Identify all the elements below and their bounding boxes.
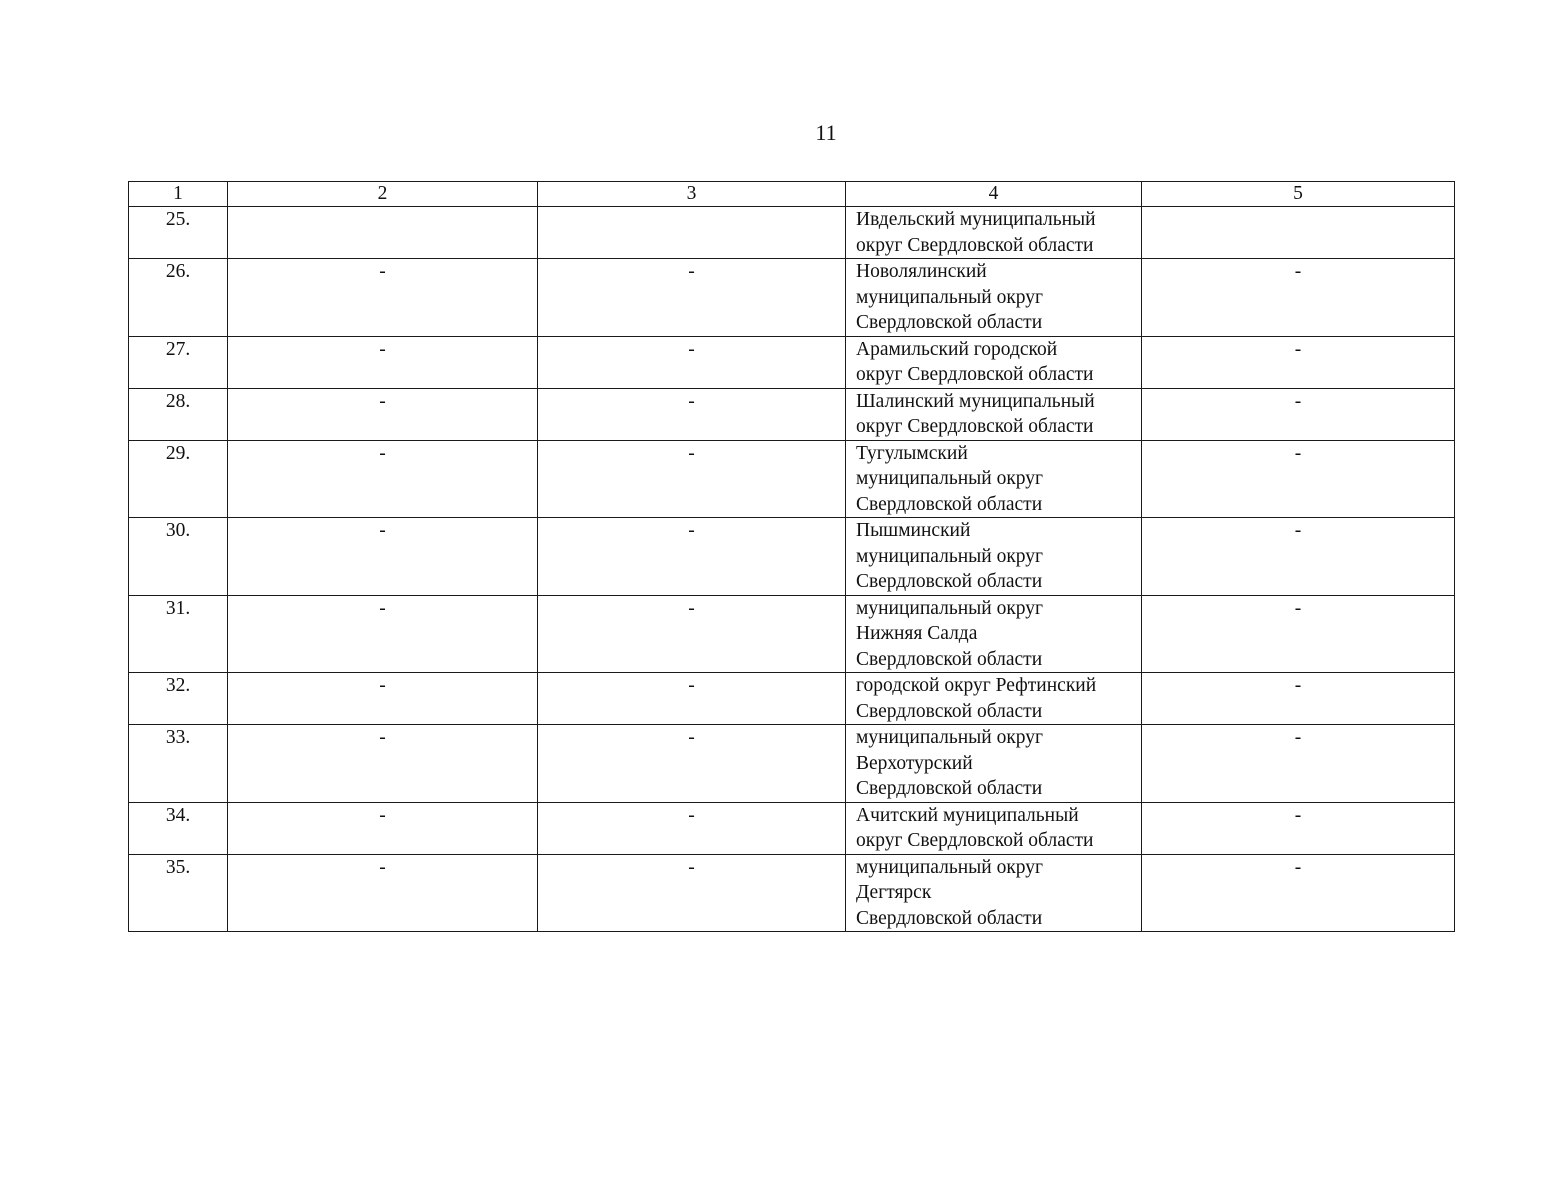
municipality-name-line: Свердловской области xyxy=(856,648,1043,670)
municipality-name-line: округ Свердловской области xyxy=(856,364,1094,385)
column-3-cell: - xyxy=(538,259,846,337)
municipality-name-line: Свердловской области xyxy=(856,312,1043,333)
municipality-name-line: муниципальный округ xyxy=(856,286,1044,308)
column-3-cell: - xyxy=(538,854,846,932)
column-5-cell: - xyxy=(1142,673,1455,725)
table-row xyxy=(129,518,1455,596)
table-row xyxy=(129,595,1455,673)
municipality-name-line: Новолялинский xyxy=(856,261,987,282)
table-row xyxy=(129,388,1455,440)
municipality-name-line: Свердловской области xyxy=(856,907,1043,929)
column-5-cell: - xyxy=(1142,336,1455,388)
municipality-name-line: Свердловской области xyxy=(856,778,1043,799)
column-2-cell: - xyxy=(228,440,538,518)
municipality-name-cell xyxy=(846,518,1142,596)
page-number: 11 xyxy=(815,120,837,145)
municipality-name-line: Свердловской области xyxy=(856,700,1043,722)
column-2-cell: - xyxy=(228,802,538,854)
column-2-cell: - xyxy=(228,259,538,337)
column-header: 3 xyxy=(538,182,846,207)
table-row xyxy=(129,725,1455,803)
column-2-cell: - xyxy=(228,388,538,440)
column-3-cell: - xyxy=(538,673,846,725)
municipality-name-cell xyxy=(846,259,1142,337)
column-5-cell: - xyxy=(1142,854,1455,932)
municipality-name-line: Дегтярск xyxy=(856,882,932,903)
municipality-name-line: Арамильский городской xyxy=(856,338,1058,360)
municipality-name-line: округ Свердловской области xyxy=(856,830,1094,851)
municipality-name-line: городской округ Рефтинский xyxy=(856,675,1097,696)
column-5-cell xyxy=(1142,207,1455,259)
municipality-name-line: Верхотурский xyxy=(856,752,973,774)
column-header: 1 xyxy=(129,182,228,207)
municipality-name-cell xyxy=(846,336,1142,388)
municipality-name-line: муниципальный округ xyxy=(856,545,1044,567)
municipality-name-line: муниципальный округ xyxy=(856,856,1044,878)
municipality-name-cell xyxy=(846,673,1142,725)
table-row xyxy=(129,802,1455,854)
column-2-cell: - xyxy=(228,725,538,803)
row-number-cell: 29. xyxy=(129,440,228,518)
table-row xyxy=(129,440,1455,518)
municipality-name-line: муниципальный округ xyxy=(856,468,1044,489)
column-5-cell: - xyxy=(1142,725,1455,803)
row-number-cell: 30. xyxy=(129,518,228,596)
municipality-name-line: Ивдельский муниципальный xyxy=(856,209,1096,230)
municipality-name-cell xyxy=(846,440,1142,518)
document-table xyxy=(128,181,1455,932)
column-3-cell xyxy=(538,207,846,259)
table-row xyxy=(129,259,1455,337)
column-header: 2 xyxy=(228,182,538,207)
column-2-cell: - xyxy=(228,854,538,932)
municipality-name-cell xyxy=(846,725,1142,803)
row-number-cell: 28. xyxy=(129,388,228,440)
column-3-cell: - xyxy=(538,336,846,388)
column-3-cell: - xyxy=(538,725,846,803)
column-2-cell: - xyxy=(228,595,538,673)
municipality-name-line: муниципальный округ xyxy=(856,727,1044,748)
row-number-cell: 25. xyxy=(129,207,228,259)
table-row xyxy=(129,673,1455,725)
table-header-row xyxy=(129,182,1455,207)
municipality-name-cell xyxy=(846,388,1142,440)
column-header: 4 xyxy=(846,182,1142,207)
column-header: 5 xyxy=(1142,182,1455,207)
column-2-cell xyxy=(228,207,538,259)
municipality-name-cell xyxy=(846,802,1142,854)
table-row xyxy=(129,854,1455,932)
column-5-cell: - xyxy=(1142,388,1455,440)
column-5-cell: - xyxy=(1142,802,1455,854)
row-number-cell: 33. xyxy=(129,725,228,803)
municipality-name-line: округ Свердловской области xyxy=(856,234,1094,256)
row-number-cell: 35. xyxy=(129,854,228,932)
column-2-cell: - xyxy=(228,673,538,725)
column-3-cell: - xyxy=(538,802,846,854)
row-number-cell: 32. xyxy=(129,673,228,725)
table-row xyxy=(129,336,1455,388)
municipality-name-line: Свердловской области xyxy=(856,493,1043,515)
column-3-cell: - xyxy=(538,440,846,518)
column-3-cell: - xyxy=(538,595,846,673)
municipality-name-line: Тугулымский xyxy=(856,442,968,464)
municipality-name-line: Свердловской области xyxy=(856,571,1043,592)
table-row xyxy=(129,207,1455,259)
municipality-name-line: муниципальный округ xyxy=(856,597,1044,619)
column-2-cell: - xyxy=(228,518,538,596)
table-body xyxy=(129,207,1455,932)
municipality-name-line: Пышминский xyxy=(856,520,971,541)
municipality-name-cell xyxy=(846,595,1142,673)
column-5-cell: - xyxy=(1142,259,1455,337)
municipality-name-line: округ Свердловской области xyxy=(856,416,1094,437)
municipality-name-cell xyxy=(846,854,1142,932)
row-number-cell: 26. xyxy=(129,259,228,337)
column-2-cell: - xyxy=(228,336,538,388)
municipality-name-cell xyxy=(846,207,1142,259)
column-5-cell: - xyxy=(1142,595,1455,673)
municipality-name-line: Ачитский муниципальный xyxy=(856,804,1079,826)
column-5-cell: - xyxy=(1142,518,1455,596)
municipality-name-line: Шалинский муниципальный xyxy=(856,390,1095,412)
row-number-cell: 27. xyxy=(129,336,228,388)
column-3-cell: - xyxy=(538,518,846,596)
municipality-name-line: Нижняя Салда xyxy=(856,623,978,644)
row-number-cell: 31. xyxy=(129,595,228,673)
column-5-cell: - xyxy=(1142,440,1455,518)
column-3-cell: - xyxy=(538,388,846,440)
row-number-cell: 34. xyxy=(129,802,228,854)
